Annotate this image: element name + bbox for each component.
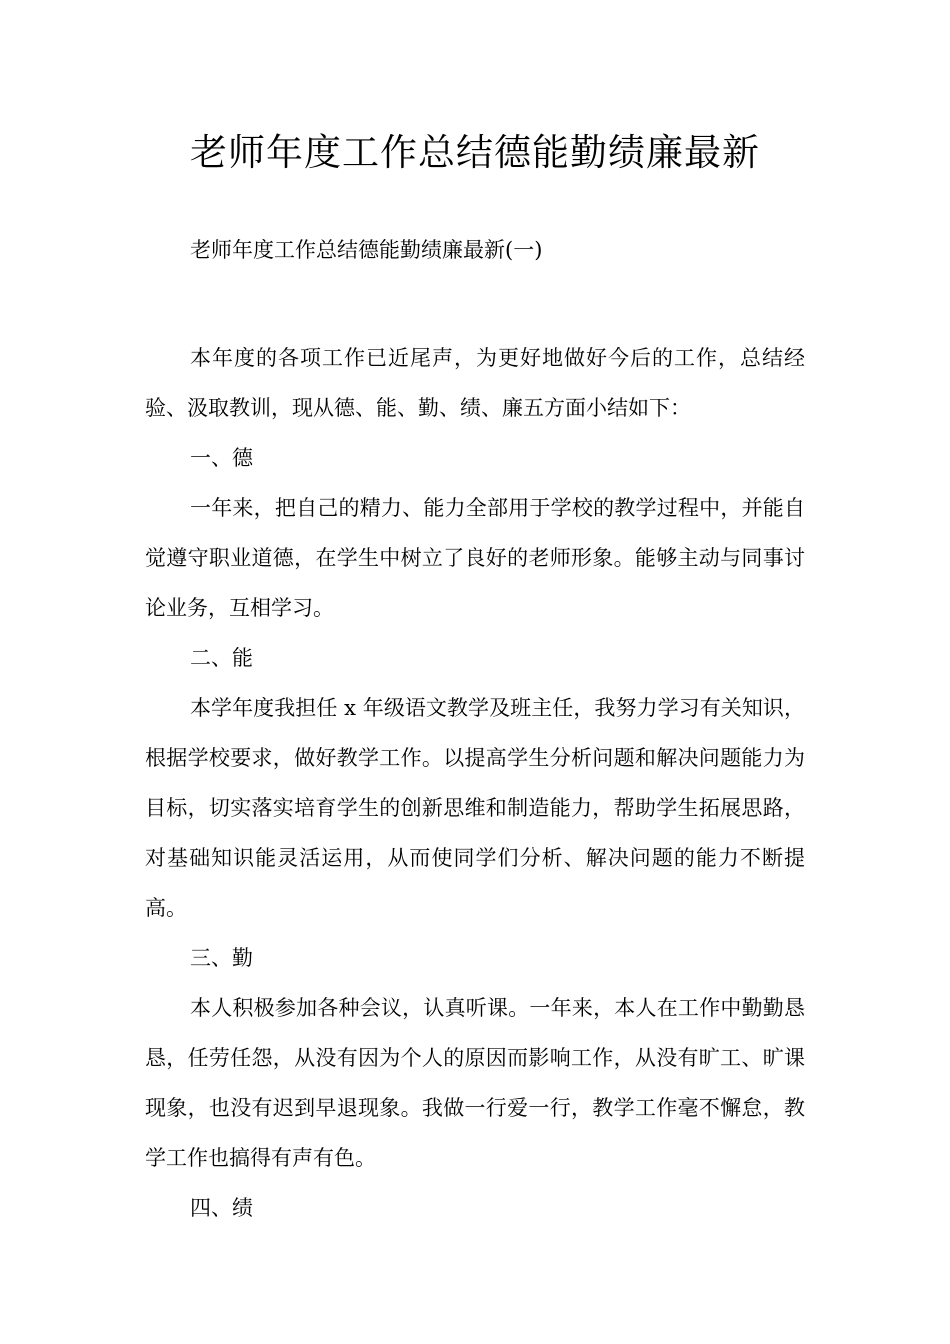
section-heading-de: 一、德: [190, 446, 253, 470]
section-heading-ji: 四、绩: [190, 1196, 253, 1220]
paragraph-qin: 本人积极参加各种会议，认真听课。一年来，本人在工作中勤勤恳恳，任劳任怨，从没有因为个人的原因而影响工作，从没有旷工、旷课现象，也没有迟到早退现象。我做一行爱一行，教学工作毫不懈怠，教学工作也搞得有声有色。: [145, 996, 805, 1170]
document-body: [145, 333, 805, 1233]
section-heading-qin: 三、勤: [190, 946, 253, 970]
intro-paragraph: 本年度的各项工作已近尾声，为更好地做好今后的工作，总结经验、汲取教训，现从德、能、勤、绩、廉五方面小结如下：: [145, 346, 805, 420]
document-subtitle: 老师年度工作总结德能勤绩廉最新(一): [190, 238, 543, 262]
section-heading-neng: 二、能: [190, 646, 253, 670]
document-title: 老师年度工作总结德能勤绩廉最新: [190, 131, 760, 174]
paragraph-neng: 本学年度我担任 x 年级语文教学及班主任，我努力学习有关知识，根据学校要求，做好教学工作。以提高学生分析问题和解决问题能力为目标，切实落实培育学生的创新思维和制造能力，帮助学生拓展思路，对基础知识能灵活运用，从而使同学们分析、解决问题的能力不断提高。: [145, 696, 805, 920]
paragraph-de: 一年来，把自己的精力、能力全部用于学校的教学过程中，并能自觉遵守职业道德，在学生中树立了良好的老师形象。能够主动与同事讨论业务，互相学习。: [145, 496, 805, 620]
